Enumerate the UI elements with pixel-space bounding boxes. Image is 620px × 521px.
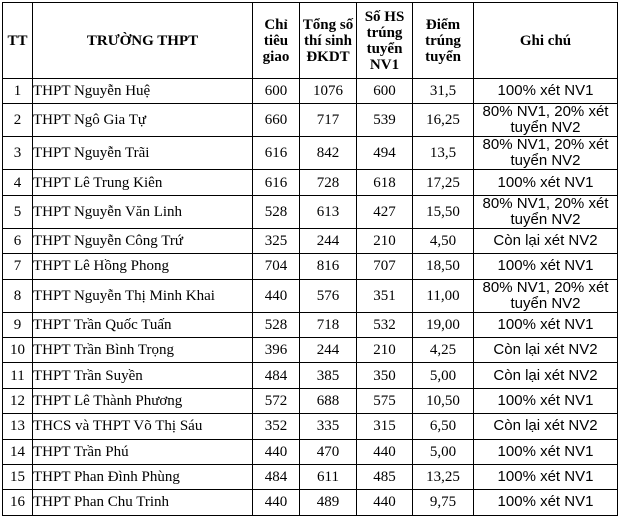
table-row (3, 254, 618, 279)
header-school: TRƯỜNG THPT (33, 3, 253, 79)
header-applicants: Tổng số thí sinh ĐKDT (300, 3, 357, 79)
table-row (3, 195, 618, 228)
cell-tt: 8 (3, 279, 33, 312)
cell-school: THPT Nguyễn Văn Linh (33, 195, 253, 228)
cell-admitted: 539 (357, 104, 413, 137)
cell-school: THPT Lê Hồng Phong (33, 254, 253, 279)
cell-note: 100% xét NV1 (474, 464, 618, 489)
cell-school: THPT Trần Suyền (33, 363, 253, 388)
table-row (3, 388, 618, 413)
cell-quota: 600 (253, 79, 300, 104)
cell-quota: 528 (253, 312, 300, 337)
cell-school: THPT Nguyễn Huệ (33, 79, 253, 104)
cell-applicants: 1076 (300, 79, 357, 104)
cell-tt: 15 (3, 464, 33, 489)
cell-applicants: 816 (300, 254, 357, 279)
cell-applicants: 244 (300, 228, 357, 253)
table-row (3, 490, 618, 515)
cell-applicants: 718 (300, 312, 357, 337)
cell-note: 80% NV1, 20% xét tuyển NV2 (474, 279, 618, 312)
cell-tt: 16 (3, 490, 33, 515)
cell-cutoff: 13,25 (413, 464, 474, 489)
table-row (3, 464, 618, 489)
cell-note: 80% NV1, 20% xét tuyển NV2 (474, 137, 618, 170)
table-row (3, 104, 618, 137)
cell-note: 100% xét NV1 (474, 490, 618, 515)
cell-applicants: 728 (300, 170, 357, 195)
cell-school: THPT Nguyễn Thị Minh Khai (33, 279, 253, 312)
cell-school: THPT Trần Phú (33, 439, 253, 464)
cell-note: Còn lại xét NV2 (474, 414, 618, 439)
cell-quota: 440 (253, 490, 300, 515)
header-quota: Chỉ tiêu giao (253, 3, 300, 79)
cell-applicants: 613 (300, 195, 357, 228)
cell-applicants: 489 (300, 490, 357, 515)
cell-cutoff: 4,50 (413, 228, 474, 253)
cell-school: THPT Trần Bình Trọng (33, 337, 253, 362)
header-note: Ghi chú (474, 3, 618, 79)
cell-quota: 440 (253, 279, 300, 312)
cell-tt: 2 (3, 104, 33, 137)
cell-cutoff: 17,25 (413, 170, 474, 195)
cell-applicants: 385 (300, 363, 357, 388)
cell-tt: 1 (3, 79, 33, 104)
cell-tt: 10 (3, 337, 33, 362)
cell-cutoff: 5,00 (413, 439, 474, 464)
header-tt: TT (3, 3, 33, 79)
cell-school: THPT Nguyễn Công Trứ (33, 228, 253, 253)
cell-admitted: 440 (357, 439, 413, 464)
cell-cutoff: 11,00 (413, 279, 474, 312)
cell-tt: 4 (3, 170, 33, 195)
admission-table (2, 2, 618, 516)
cell-admitted: 618 (357, 170, 413, 195)
cell-admitted: 494 (357, 137, 413, 170)
cell-cutoff: 16,25 (413, 104, 474, 137)
cell-quota: 484 (253, 363, 300, 388)
cell-applicants: 611 (300, 464, 357, 489)
cell-tt: 11 (3, 363, 33, 388)
cell-school: THPT Phan Đình Phùng (33, 464, 253, 489)
cell-admitted: 485 (357, 464, 413, 489)
cell-applicants: 717 (300, 104, 357, 137)
cell-admitted: 440 (357, 490, 413, 515)
table-row (3, 439, 618, 464)
cell-school: THPT Nguyễn Trãi (33, 137, 253, 170)
cell-applicants: 335 (300, 414, 357, 439)
cell-note: 100% xét NV1 (474, 439, 618, 464)
cell-quota: 660 (253, 104, 300, 137)
cell-quota: 325 (253, 228, 300, 253)
cell-admitted: 427 (357, 195, 413, 228)
table-row (3, 79, 618, 104)
cell-admitted: 315 (357, 414, 413, 439)
cell-note: 100% xét NV1 (474, 388, 618, 413)
cell-cutoff: 31,5 (413, 79, 474, 104)
cell-admitted: 351 (357, 279, 413, 312)
cell-admitted: 707 (357, 254, 413, 279)
cell-school: THCS và THPT Võ Thị Sáu (33, 414, 253, 439)
cell-note: 100% xét NV1 (474, 170, 618, 195)
table-row (3, 137, 618, 170)
header-row (3, 3, 618, 79)
cell-quota: 572 (253, 388, 300, 413)
table-row (3, 363, 618, 388)
cell-cutoff: 9,75 (413, 490, 474, 515)
cell-quota: 440 (253, 439, 300, 464)
header-admitted: Số HS trúng tuyển NV1 (357, 3, 413, 79)
table-row (3, 337, 618, 362)
cell-quota: 616 (253, 170, 300, 195)
cell-quota: 616 (253, 137, 300, 170)
cell-quota: 704 (253, 254, 300, 279)
cell-tt: 7 (3, 254, 33, 279)
table-row (3, 312, 618, 337)
cell-note: 100% xét NV1 (474, 79, 618, 104)
cell-note: Còn lại xét NV2 (474, 228, 618, 253)
cell-quota: 484 (253, 464, 300, 489)
cell-admitted: 532 (357, 312, 413, 337)
cell-tt: 5 (3, 195, 33, 228)
cell-cutoff: 6,50 (413, 414, 474, 439)
cell-note: Còn lại xét NV2 (474, 337, 618, 362)
cell-admitted: 350 (357, 363, 413, 388)
table-row (3, 279, 618, 312)
cell-cutoff: 19,00 (413, 312, 474, 337)
cell-cutoff: 15,50 (413, 195, 474, 228)
cell-applicants: 470 (300, 439, 357, 464)
cell-admitted: 575 (357, 388, 413, 413)
cell-tt: 9 (3, 312, 33, 337)
cell-school: THPT Lê Thành Phương (33, 388, 253, 413)
cell-note: 80% NV1, 20% xét tuyển NV2 (474, 195, 618, 228)
cell-note: 100% xét NV1 (474, 254, 618, 279)
cell-applicants: 688 (300, 388, 357, 413)
cell-cutoff: 5,00 (413, 363, 474, 388)
cell-quota: 352 (253, 414, 300, 439)
table-row (3, 228, 618, 253)
cell-applicants: 842 (300, 137, 357, 170)
cell-cutoff: 10,50 (413, 388, 474, 413)
cell-tt: 6 (3, 228, 33, 253)
cell-tt: 13 (3, 414, 33, 439)
cell-admitted: 210 (357, 228, 413, 253)
table-row (3, 414, 618, 439)
cell-applicants: 576 (300, 279, 357, 312)
cell-school: THPT Ngô Gia Tự (33, 104, 253, 137)
cell-note: 80% NV1, 20% xét tuyển NV2 (474, 104, 618, 137)
cell-note: 100% xét NV1 (474, 312, 618, 337)
cell-cutoff: 13,5 (413, 137, 474, 170)
cell-quota: 528 (253, 195, 300, 228)
cell-school: THPT Lê Trung Kiên (33, 170, 253, 195)
cell-note: Còn lại xét NV2 (474, 363, 618, 388)
header-cutoff: Điểm trúng tuyển (413, 3, 474, 79)
cell-cutoff: 18,50 (413, 254, 474, 279)
cell-cutoff: 4,25 (413, 337, 474, 362)
cell-tt: 14 (3, 439, 33, 464)
cell-admitted: 600 (357, 79, 413, 104)
cell-applicants: 244 (300, 337, 357, 362)
cell-admitted: 210 (357, 337, 413, 362)
table-row (3, 170, 618, 195)
cell-tt: 12 (3, 388, 33, 413)
cell-tt: 3 (3, 137, 33, 170)
cell-school: THPT Trần Quốc Tuấn (33, 312, 253, 337)
cell-quota: 396 (253, 337, 300, 362)
cell-school: THPT Phan Chu Trinh (33, 490, 253, 515)
